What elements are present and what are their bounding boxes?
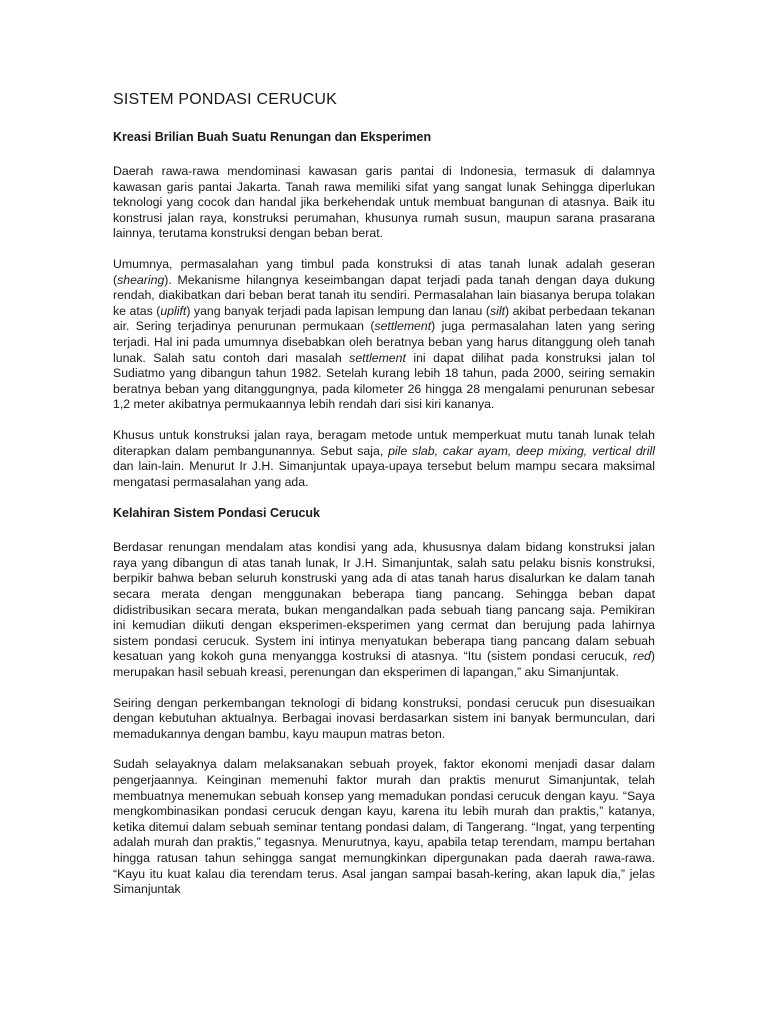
text-run: Seiring dengan perkembangan teknologi di bidang konstruksi, pondasi cerucuk pun disesuaikan dengan kebutuhan aktualnya. Berbagai inovasi berdasarkan sistem ini banyak bermunculan, dari memadukannya dengan bambu, kayu maupun matras beton. <box>113 695 655 741</box>
text-run: ) merupakan hasil sebuah kreasi, perenungan dan eksperimen di lapangan,” aku Simanjuntak. <box>113 649 655 680</box>
body-paragraph <box>113 164 655 242</box>
document-title: SISTEM PONDASI CERUCUK <box>113 91 337 108</box>
text-run: ) akibat perbedaan tekanan air. Sering terjadinya penurunan permukaan ( <box>113 303 655 334</box>
section-heading: Kelahiran Sistem Pondasi Cerucuk <box>113 506 321 521</box>
body-paragraph <box>113 428 655 490</box>
text-run: Berdasar renungan mendalam atas kondisi yang ada, khususnya dalam bidang konstruksi jalan raya yang dibangun di atas tanah lunak, Ir J.H. Simanjuntak, salah satu pelaku bisnis konstruksi, berpikir bahwa beban seluruh konstruski yang ada di atas tanah harus disalurkan ke dalam tanah secara merata dengan menggunakan beberapa tiang pancang. Sehingga beban dapat didistribusikan secara merata, bukan mengandalkan pada sebuah tiang pancang saja. Pemikiran ini kemudian diikuti dengan eksperimen-eksperimen yang cermat dan berujung pada lahirnya sistem pondasi cerucuk. System ini intinya menyatukan beberapa tiang pancang dalam sebuah kesatuan yang kokoh guna menyangga kostruksi di atasnya. “Itu (sistem pondasi cerucuk, <box>113 540 655 664</box>
text-run: ini dapat dilihat pada konstruksi jalan tol Sudiatmo yang dibangun tahun 1982. Setelah kurang lebih 18 tahun, pada 2000, seiring semakin beratnya beban yang ditanggungnya, pada kilometer 26 hingga 28 mengalami penurunan sebesar 1,2 meter akibatnya permukaannya lebih rendah dari sisi kiri kananya. <box>113 350 655 412</box>
italic-term: settlement <box>374 319 432 334</box>
document-page <box>113 90 655 913</box>
italic-term: silt <box>489 303 505 318</box>
text-run: ) juga permasalahan laten yang sering terjadi. Hal ini pada umumnya disebabkan oleh beratnya beban yang harus ditanggung oleh tanah lunak. Salah satu contoh dari masalah <box>113 319 655 365</box>
italic-term: red <box>633 649 651 664</box>
section-heading: Kreasi Brilian Buah Suatu Renungan dan Eksperimen <box>113 130 432 144</box>
italic-term: shearing <box>117 272 165 287</box>
italic-term: uplift <box>160 303 187 318</box>
body-paragraph <box>113 540 655 680</box>
text-run: Sudah selayaknya dalam melaksanakan sebuah proyek, faktor ekonomi menjadi dasar dalam pengerjaannya. Keinginan memenuhi faktor murah dan praktis menurut Simanjuntak, telah membuatnya menemukan sebuah konsep yang memadukan pondasi cerucuk dengan kayu. “Saya mengkombinasikan pondasi cerucuk dengan kayu, karena itu lebih murah dan praktis,” katanya, ketika ditemui dalam sebuah seminar tentang pondasi dalam, di Tangerang. “Ingat, yang terpenting adalah murah dan praktis,” tegasnya. Menurutnya, kayu, apabila tetap terendam, mampu bertahan hingga ratusan tahun sehingga sangat memungkinkan dipergunakan pada daerah rawa-rawa. “Kayu itu kuat kalau dia terendam terus. Asal jangan sampai basah-kering, akan lapuk dia,” jelas Simanjuntak <box>113 757 655 897</box>
text-run: ) yang banyak terjadi pada lapisan lempung dan lanau ( <box>186 303 490 318</box>
text-run: dan lain-lain. Menurut Ir J.H. Simanjuntak upaya-upaya tersebut belum mampu secara maksimal mengatasi permasalahan yang ada. <box>113 459 655 489</box>
document-body <box>113 129 655 898</box>
body-paragraph <box>113 257 655 413</box>
body-paragraph <box>113 696 655 743</box>
text-run: Khusus untuk konstruksi jalan raya, beragam metode untuk memperkuat mutu tanah lunak telah diterapkan dalam pembangunannya. Sebut saja, <box>113 427 655 458</box>
italic-term: pile slab, cakar ayam, deep mixing, vertical drill <box>388 443 655 458</box>
body-paragraph <box>113 757 655 897</box>
italic-term: settlement <box>349 350 406 365</box>
text-run: Umumnya, permasalahan yang timbul pada konstruksi di atas tanah lunak adalah geseran ( <box>113 256 655 287</box>
text-run: Daerah rawa-rawa mendominasi kawasan garis pantai di Indonesia, termasuk di dalamnya kawasan garis pantai Jakarta. Tanah rawa memiliki sifat yang sangat lunak Sehingga diperlukan teknologi yang cocok dan handal jika berkehendak untuk membuat bangunan di atasnya. Baik itu konstrusi jalan raya, konstruksi perumahan, khusunya rumah susun, maupun sarana prasarana lainnya, terutama konstruksi dengan beban berat. <box>113 164 655 241</box>
text-run: ). Mekanisme hilangnya keseimbangan dapat terjadi pada tanah dengan daya dukung rendah, diakibatkan dari beban berat tanah itu sendiri. Permasalahan lain biasanya berupa tolakan ke atas ( <box>113 272 655 318</box>
